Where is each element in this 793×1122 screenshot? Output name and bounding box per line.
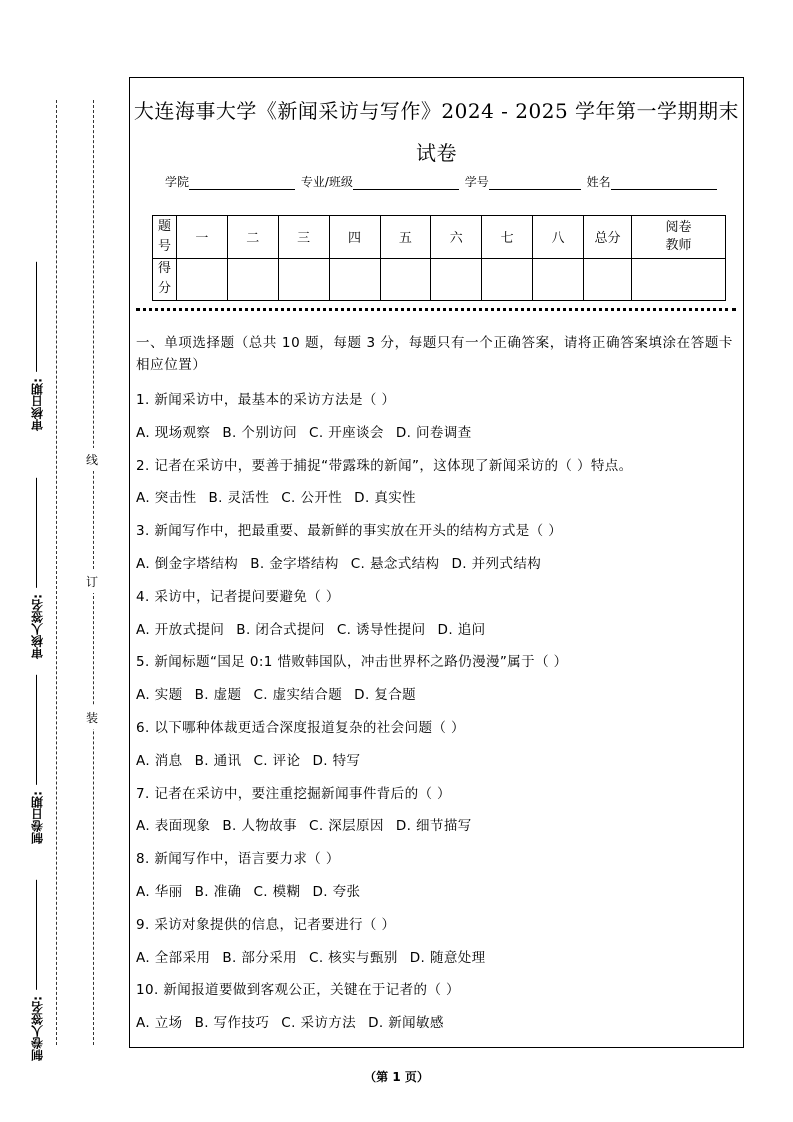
option-a[interactable]: A. 华丽 [136,883,183,900]
student-info-row [165,173,719,190]
score-cell[interactable] [482,258,533,301]
score-cell[interactable] [533,258,584,301]
question-stem: 4. 采访中，记者提问要避免（ ） [136,588,340,605]
paper-maker-signature-label: 制卷人签名: [22,880,52,1061]
question-options [136,745,736,778]
score-col-1: 一 [177,216,228,259]
option-c[interactable]: C. 模糊 [253,883,301,900]
option-b[interactable]: B. 金字塔结构 [250,555,339,572]
binding-word-staple: 订 [86,570,98,593]
score-table-header-row [153,216,726,259]
major-class-label: 专业/班级 [300,175,353,189]
score-col-8: 八 [533,216,584,259]
option-c[interactable]: C. 开座谈会 [309,424,384,441]
score-label: 得分 [153,258,177,301]
question-options [136,876,736,909]
option-d[interactable]: D. 随意处理 [409,949,486,966]
option-c[interactable]: C. 悬念式结构 [350,555,440,572]
score-col-grader: 阅卷教师 [632,216,726,259]
exam-title [130,90,743,174]
option-b[interactable]: B. 灵活性 [208,490,270,507]
option-a[interactable]: A. 现场观察 [136,424,211,441]
major-class-field[interactable] [353,175,459,190]
question-options [136,548,736,581]
option-d[interactable]: D. 问卷调查 [395,424,472,441]
exam-title-line2: 试卷 [416,141,457,165]
score-col-total: 总分 [584,216,632,259]
binding-word-bind: 装 [86,706,98,729]
question-options [136,942,736,975]
option-b[interactable]: B. 写作技巧 [194,1015,270,1032]
option-c[interactable]: C. 评论 [253,752,301,769]
section-heading: 一、单项选择题（总共 10 题，每题 3 分，每题只有一个正确答案，请将正确答案填涂在答题卡相应位置） [136,335,734,373]
question-stem: 1. 新闻采访中，最基本的采访方法是（ ） [136,392,396,408]
score-cell[interactable] [177,258,228,301]
score-cell[interactable] [278,258,329,301]
score-col-4: 四 [329,216,380,259]
option-c[interactable]: C. 诱导性提问 [336,621,426,638]
option-d[interactable]: D. 细节描写 [395,818,472,835]
score-col-3: 三 [278,216,329,259]
score-col-6: 六 [431,216,482,259]
dotted-divider [136,308,736,311]
score-cell[interactable] [227,258,278,301]
option-b[interactable]: B. 闭合式提问 [236,621,325,638]
score-cell[interactable] [380,258,431,301]
name-field[interactable] [611,175,717,190]
question-options [136,614,736,647]
exam-title-line1: 大连海事大学《新闻采访与写作》2024 - 2025 学年第一学期期末 [133,99,740,123]
question-options [136,679,736,712]
review-date-label: 审核日期: [22,262,52,431]
question-options [136,1007,736,1040]
question-stem: 2. 记者在采访中，要善于捕捉“带露珠的新闻”，这体现了新闻采访的（ ）特点。 [136,457,633,474]
score-col-5: 五 [380,216,431,259]
question-stem: 3. 新闻写作中，把最重要、最新鲜的事实放在开头的结构方式是（ ） [136,523,563,540]
name-label: 姓名 [586,175,611,189]
score-col-2: 二 [227,216,278,259]
option-d[interactable]: D. 并列式结构 [451,555,542,572]
option-c[interactable]: C. 核实与甄别 [309,949,398,966]
binding-word-line: 线 [86,448,98,471]
question-list [136,384,736,1040]
paper-date-label: 制卷日期: [22,675,52,844]
question-stem: 7. 记者在采访中，要注重挖掘新闻事件背后的（ ） [136,785,451,802]
question-number-label: 题号 [153,216,177,259]
student-id-field[interactable] [489,175,581,190]
option-b[interactable]: B. 虚题 [194,687,242,704]
option-a[interactable]: A. 倒金字塔结构 [136,555,239,572]
exam-frame [129,77,744,1048]
option-d[interactable]: D. 复合题 [354,687,417,704]
option-a[interactable]: A. 表面现象 [136,818,211,835]
option-a[interactable]: A. 突击性 [136,490,197,507]
option-d[interactable]: D. 新闻敏感 [368,1015,444,1032]
option-b[interactable]: B. 人物故事 [222,818,298,835]
option-d[interactable]: D. 夸张 [312,883,361,900]
binding-dashed-line-outer [56,100,57,1045]
score-table-score-row [153,258,726,301]
option-d[interactable]: D. 真实性 [354,490,417,507]
option-b[interactable]: B. 部分采用 [222,949,298,966]
option-c[interactable]: C. 采访方法 [281,1015,357,1032]
option-c[interactable]: C. 深层原因 [309,818,384,835]
option-b[interactable]: B. 个别访问 [222,424,298,441]
question-stem: 9. 采访对象提供的信息，记者要进行（ ） [136,916,396,933]
option-b[interactable]: B. 通讯 [194,752,242,769]
score-cell[interactable] [431,258,482,301]
option-a[interactable]: A. 立场 [136,1015,183,1032]
score-cell[interactable] [632,258,726,301]
option-c[interactable]: C. 虚实结合题 [253,687,343,704]
page-number: （第 1 页） [364,1070,429,1084]
question-options [136,482,736,515]
question-options [136,810,736,843]
score-cell[interactable] [584,258,632,301]
question-stem: 8. 新闻写作中，语言要力求（ ） [136,851,340,868]
college-field[interactable] [189,175,295,190]
question-options [136,417,736,450]
score-table [152,215,726,301]
question-stem: 6. 以下哪种体裁更适合深度报道复杂的社会问题（ ） [136,719,465,736]
college-label: 学院 [165,175,190,189]
option-a[interactable]: A. 实题 [136,687,183,704]
option-a[interactable]: A. 消息 [136,752,183,769]
score-col-7: 七 [482,216,533,259]
student-id-label: 学号 [464,175,489,189]
question-stem: 5. 新闻标题“国足 0:1 惜败韩国队，冲击世界杯之路仍漫漫”属于（ ） [136,654,568,671]
option-c[interactable]: C. 公开性 [281,490,343,507]
option-d[interactable]: D. 特写 [312,752,361,769]
option-a[interactable]: A. 开放式提问 [136,621,225,638]
option-d[interactable]: D. 追问 [437,621,486,638]
question-section [136,332,736,1040]
question-stem: 10. 新闻报道要做到客观公正，关键在于记者的（ ） [136,982,460,999]
option-b[interactable]: B. 准确 [194,883,242,900]
reviewer-signature-label: 审核人签名: [22,478,52,659]
option-a[interactable]: A. 全部采用 [136,949,211,966]
score-cell[interactable] [329,258,380,301]
